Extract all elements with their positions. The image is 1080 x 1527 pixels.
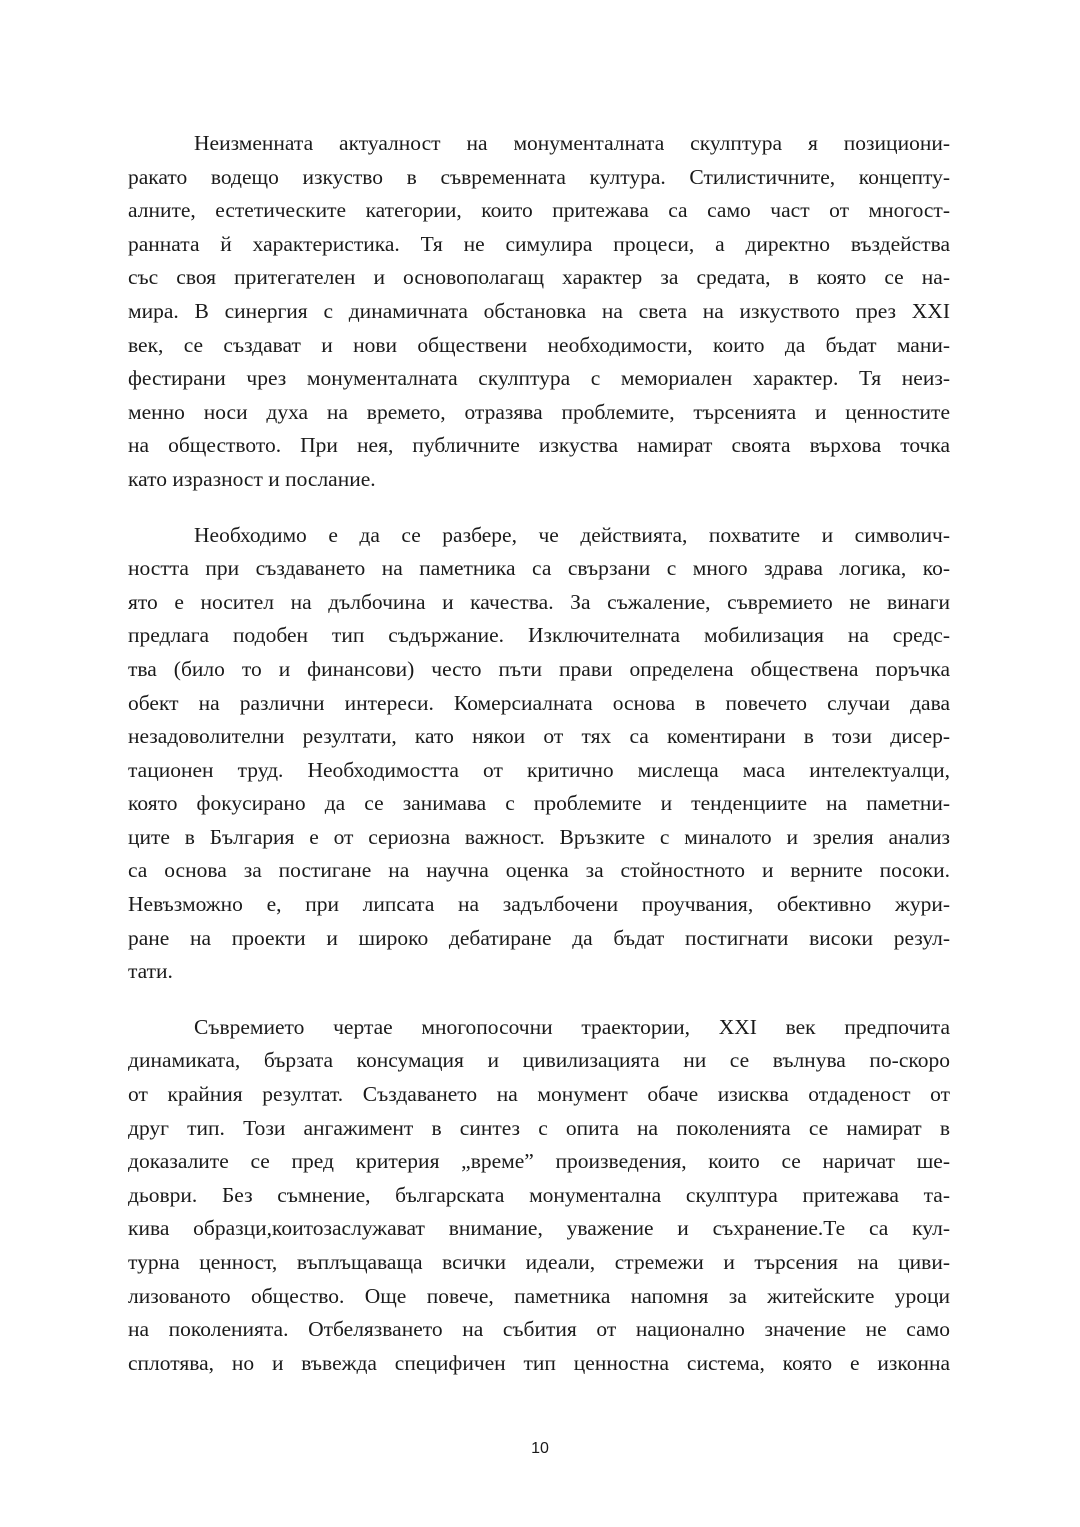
text-line: алните, естетическите категории, които притежава са само част от многост- (128, 198, 950, 223)
text-line: друг тип. Този ангажимент в синтез с опита на поколенията се намират в (128, 1115, 950, 1140)
paragraph-3 (128, 1011, 950, 1381)
text-line: тва (било то и финансови) често пъти прави определена обществена поръчка (128, 656, 950, 681)
text-line: лизованото общество. Още повече, паметника напомня за житейските уроци (128, 1283, 950, 1308)
text-line: динамиката, бързата консумация и цивилизацията ни се вълнува по-скоро (128, 1048, 950, 1073)
text-line: на обществото. При нея, публичните изкуства намират своята върхова точка (128, 433, 950, 458)
text-line: ранната й характеристика. Тя не симулира процеси, а директно въздейства (128, 231, 950, 256)
text-line: незадоволителни резултати, като някои от тях са коментирани в този дисер- (128, 724, 950, 749)
text-line: мира. В синергия с динамичната обстановка на света на изкуството през XXI (128, 298, 950, 323)
text-line: ято е носител на дълбочина и качества. За съжаление, съвремието не винаги (128, 589, 950, 614)
text-line: турна ценност, въплъщаваща всички идеали, стремежи и търсения на циви- (128, 1250, 950, 1274)
text-line: която фокусирано да се занимава с проблемите и тенденциите на паметни- (128, 791, 950, 816)
text-line: ците в България е от сериозна важност. Връзките с миналото и зрелия анализ (128, 824, 950, 849)
paragraph-1 (128, 127, 950, 497)
paragraph-2 (128, 519, 950, 989)
text-line: фестирани чрез монументалната скулптура с мемориален характер. Тя неиз- (128, 366, 950, 391)
text-line: предлага подобен тип съдържание. Изключителната мобилизация на средс- (128, 623, 950, 648)
text-line: обект на различни интереси. Комерсиалната основа в повечето случаи дава (128, 690, 950, 715)
text-line: Неизменната актуалност на монументалната скулптура я позициони- (194, 131, 950, 155)
page-number: 10 (531, 1440, 549, 1457)
text-line: ността при създаването на паметника са свързани с много здрава логика, ко- (128, 556, 950, 581)
text-line: менно носи духа на времето, отразява проблемите, търсенията и ценностите (128, 399, 950, 424)
text-line: тати. (128, 959, 173, 984)
text-line: Невъзможно е, при липсата на задълбочени проучвания, обективно жури- (128, 892, 950, 917)
text-line: ране на проекти и широко дебатиране да бъдат постигнати високи резул- (128, 925, 950, 950)
text-line: Необходимо е да се разбере, че действията, похватите и символич- (194, 522, 950, 547)
text-line: сплотява, но и въвежда специфичен тип ценностна система, която е изконна (128, 1350, 950, 1375)
text-line: доказалите се пред критерия „време” произведения, които се наричат ше- (128, 1149, 950, 1174)
text-line: ракато водещо изкуство в съвременната култура. Стилистичните, концепту- (128, 164, 950, 189)
text-line: дьоври. Без съмнение, българската монументална скулптура притежава та- (128, 1182, 950, 1207)
text-line: тационен труд. Необходимостта от критично мислеща маса интелектуалци, (128, 757, 950, 782)
text-line: със своя притегателен и основополагащ характер за средата, в която се на- (128, 265, 950, 290)
body-text (128, 127, 950, 1380)
text-line: на поколенията. Отбелязването на събития от национално значение не само (128, 1317, 950, 1342)
text-line: са основа за постигане на научна оценка за стойностното и верните посоки. (128, 858, 950, 883)
text-line: век, се създават и нови обществени необходимости, които да бъдат мани- (128, 332, 950, 357)
text-line: кива образци,коитозаслужават внимание, уважение и съхранение.Те са кул- (128, 1216, 950, 1241)
text-line: от крайния резултат. Създаването на монумент обаче изисква отдаденост от (128, 1082, 950, 1107)
text-line: Съвремието чертае многопосочни траектории, XXI век предпочита (194, 1014, 950, 1039)
text-line: като изразност и послание. (128, 466, 376, 491)
